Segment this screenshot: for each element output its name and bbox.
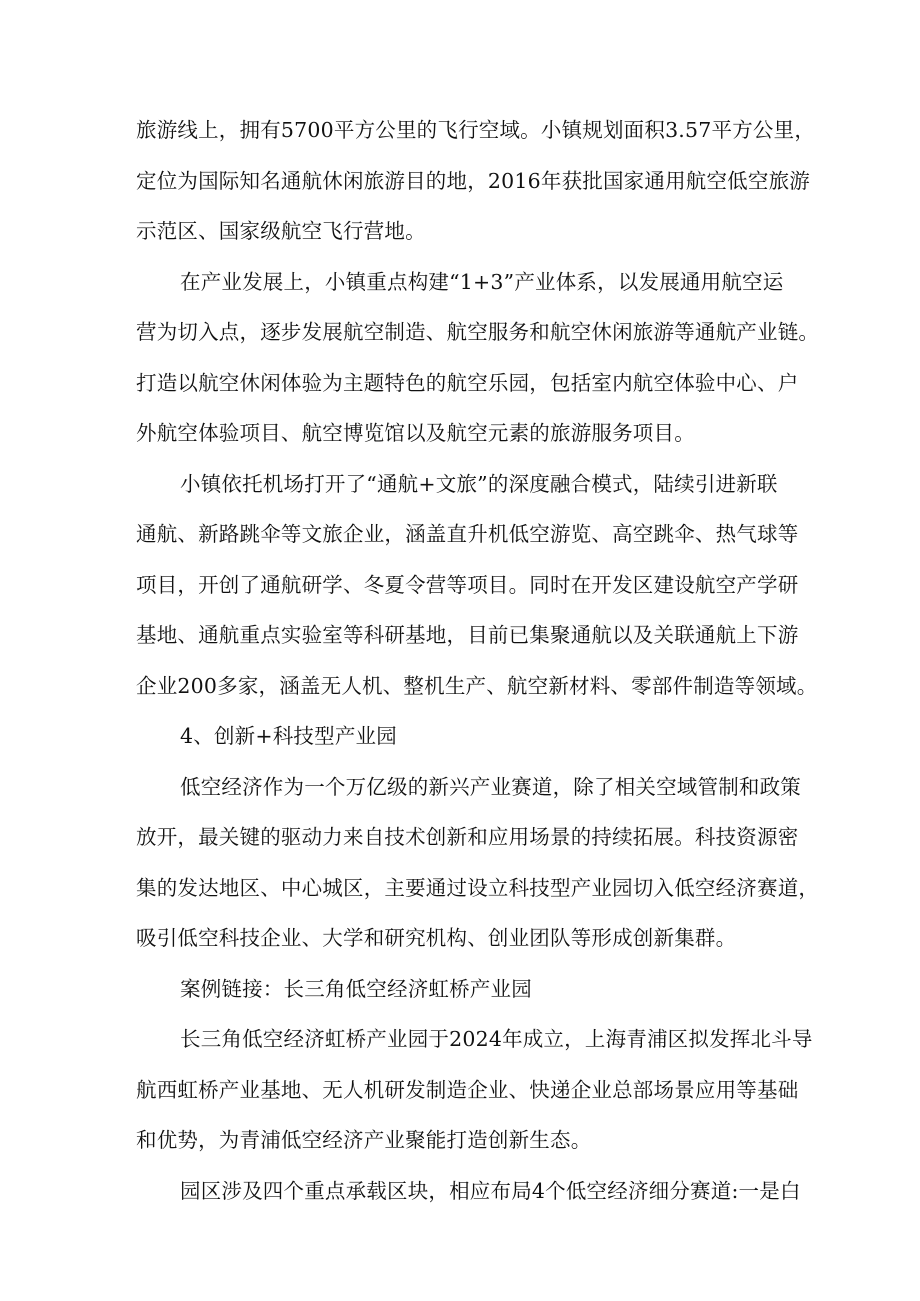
text-line: 长三角低空经济虹桥产业园于2024年成立，上海青浦区拟发挥北斗导 — [180, 1027, 813, 1051]
text-line: 园区涉及四个重点承载区块，相应布局4个低空经济细分赛道:一是白 — [180, 1179, 801, 1203]
text-line: 项目，开创了通航研学、冬夏令营等项目。同时在开发区建设航空产学研 — [136, 573, 799, 597]
text-line: 旅游线上，拥有5700平方公里的飞行空域。小镇规划面积3.57平方公里， — [136, 118, 816, 142]
text-line: 低空经济作为一个万亿级的新兴产业赛道，除了相关空域管制和政策 — [180, 775, 801, 799]
section-heading: 4、创新+科技型产业园 — [180, 724, 397, 748]
text-line: 打造以航空休闲体验为主题特色的航空乐园，包括室内航空体验中心、户 — [136, 371, 799, 395]
text-line: 通航、新路跳伞等文旅企业，涵盖直升机低空游览、高空跳伞、热气球等 — [136, 522, 799, 546]
text-line: 小镇依托机场打开了“通航+文旅”的深度融合模式，陆续引进新联 — [180, 472, 778, 496]
text-line: 示范区、国家级航空飞行营地。 — [136, 219, 426, 243]
text-line: 企业200多家，涵盖无人机、整机生产、航空新材料、零部件制造等领域。 — [136, 674, 818, 698]
text-line: 营为切入点，逐步发展航空制造、航空服务和航空休闲旅游等通航产业链。 — [136, 320, 820, 344]
text-line: 基地、通航重点实验室等科研基地，目前已集聚通航以及关联通航上下游 — [136, 623, 799, 647]
text-line: 定位为国际知名通航休闲旅游目的地，2016年获批国家通用航空低空旅游 — [136, 169, 810, 193]
text-line: 外航空体验项目、航空博览馆以及航空元素的旅游服务项目。 — [136, 421, 695, 445]
text-line: 集的发达地区、中心城区，主要通过设立科技型产业园切入低空经济赛道， — [136, 876, 820, 900]
text-line: 在产业发展上，小镇重点构建“1+3”产业体系，以发展通用航空运 — [180, 270, 784, 294]
text-line: 航西虹桥产业基地、无人机研发制造企业、快递企业总部场景应用等基础 — [136, 1078, 799, 1102]
text-line: 吸引低空科技企业、大学和研究机构、创业团队等形成创新集群。 — [136, 926, 737, 950]
text-line: 放开，最关键的驱动力来自技术创新和应用场景的持续拓展。科技资源密 — [136, 825, 799, 849]
text-line: 和优势，为青浦低空经济产业聚能打造创新生态。 — [136, 1128, 592, 1152]
case-heading: 案例链接：长三角低空经济虹桥产业园 — [180, 977, 532, 1001]
